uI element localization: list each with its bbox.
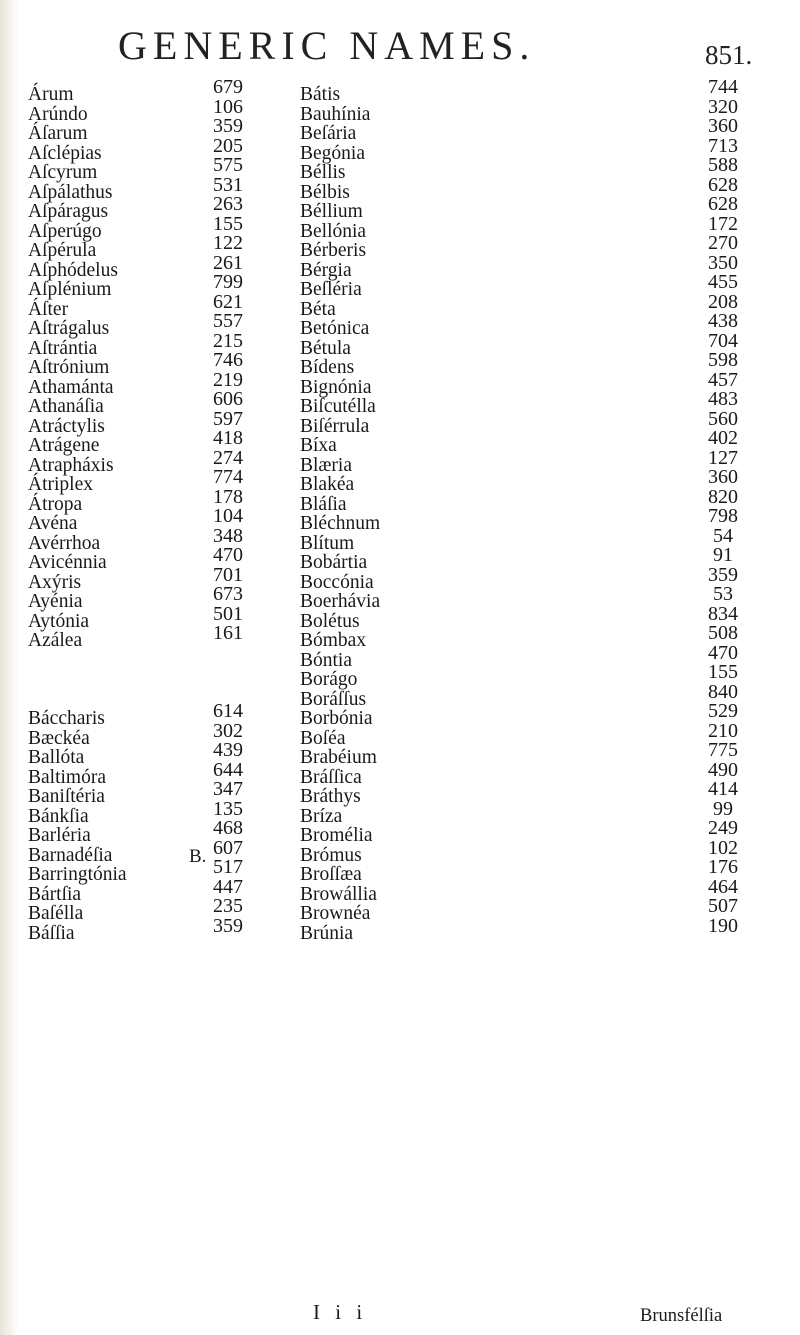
genus-name: Blakéa [300,474,355,495]
genus-name: Bráthys [300,786,361,807]
page-ref: 704 [708,329,738,352]
genus-name: Blæria [300,454,352,476]
page-ref: 621 [213,290,243,313]
genus-name: Brúnia [300,922,354,944]
page-ref: 360 [708,466,738,488]
page-ref: 161 [213,622,243,644]
right-column-pages [685,76,761,943]
page-ref: 359 [708,563,738,586]
page-ref: 54 [713,524,733,547]
genus-name: Áſarum [28,123,88,144]
genus-name: Broſſæa [300,864,362,885]
page-ref: 102 [708,836,738,859]
page-ref: 270 [708,232,738,254]
genus-name: Brabéium [300,747,377,768]
page-ref: 644 [213,758,243,781]
page-ref: 746 [213,349,243,371]
genus-name: Aſplénium [28,279,112,300]
genus-name: Bromélia [300,825,373,846]
page-ref: 628 [708,173,738,196]
genus-name: Árum [28,84,74,105]
genus-name: Barléria [28,825,91,846]
genus-name: Átropa [28,493,83,515]
page-ref: 261 [213,251,243,274]
catchword: Brunsfélſia [640,1306,723,1326]
page-ref: 172 [708,212,738,235]
genus-name: Atrágene [28,435,100,456]
genus-name: Bélbis [300,181,350,203]
page-ref: 176 [708,856,738,878]
page-ref: 210 [708,719,738,742]
genus-name: Biſérrula [300,415,370,437]
genus-name: Bobártia [300,552,368,573]
genus-name: Borágo [300,669,358,690]
page-ref: 205 [213,134,243,157]
genus-name: Áſter [28,298,69,320]
genus-name: Boerhávia [300,591,381,612]
genus-name: Barnadéſia [28,844,113,866]
genus-name: Browállia [300,883,377,905]
genus-name: Bídens [300,357,355,378]
page-ref: 455 [708,271,738,293]
genus-name: Béllis [300,162,346,183]
page-ref: 99 [713,797,733,820]
blank-line [28,670,127,690]
genus-name: Biſcutélla [300,396,376,417]
genus-name: Avéna [28,513,78,534]
genus-name: Brownéa [300,903,371,924]
genus-name: Barringtónia [28,864,127,885]
page-ref: 402 [708,427,738,449]
genus-name: Avérrhoa [28,532,101,554]
genus-name: Bauhínia [300,103,371,125]
page-ref: 834 [708,602,738,625]
genus-name: Bérberis [300,240,367,261]
genus-name: Aſpálathus [28,181,113,203]
page-number: 851. [705,40,753,70]
genus-name: Boccónia [300,571,374,593]
page-edge-shadow [0,0,18,1335]
genus-name: Bléchnum [300,513,381,534]
page-ref: 775 [708,739,738,761]
genus-name: Baſélla [28,903,84,924]
page-ref: 122 [213,232,243,254]
genus-name: Avicénnia [28,552,107,573]
blank-line [196,663,260,683]
page-ref: 774 [213,466,243,488]
printer-signature: I i i [313,1300,368,1324]
genus-name: Ayénia [28,591,83,612]
genus-name: Bátis [300,84,341,105]
genus-name: Boſéa [300,727,346,749]
page-ref: 798 [708,505,738,527]
genus-name: Atrapháxis [28,454,114,476]
genus-name: Aſtrántia [28,337,98,359]
page-ref: 350 [708,251,738,274]
genus-name: Axýris [28,571,82,593]
page-ref: 490 [708,758,738,781]
genus-name: Aſclépias [28,142,102,164]
genus-name: Aſphódelus [28,259,118,281]
page-ref: 470 [708,641,738,664]
page-ref: 820 [708,485,738,508]
page-ref: 501 [213,602,243,625]
page-ref: 320 [708,95,738,118]
genus-name: Bóntia [300,649,352,671]
page-ref: 701 [213,563,243,586]
genus-name: Bánkſia [28,805,89,827]
page-ref: 470 [213,544,243,566]
page-ref: 628 [708,193,738,215]
page-ref: 178 [213,485,243,508]
genus-name: Arúndo [28,103,88,125]
page-ref: 302 [213,719,243,742]
genus-name: Azálea [28,630,83,651]
page-ref: 799 [213,271,243,293]
genus-name: Bríza [300,805,343,827]
genus-name: Bómbax [300,630,367,651]
section-letter-b: B. [189,846,207,867]
page-ref: 106 [213,95,243,118]
page-ref: 447 [213,875,243,898]
page-ref: 91 [713,544,733,566]
genus-name: Boráſſus [300,688,367,710]
page-ref: 439 [213,739,243,761]
genus-name: Athamánta [28,376,114,398]
page-ref: 360 [708,115,738,137]
page-ref: 508 [708,622,738,644]
page-ref: 215 [213,329,243,352]
genus-name: Bíxa [300,435,337,456]
genus-name: Borbónia [300,708,373,729]
genus-name: Bétula [300,337,351,359]
right-column-names [300,85,380,943]
blank-line [196,644,260,664]
page-ref: 219 [213,368,243,391]
genus-name: Bártſia [28,883,82,905]
page-ref: 575 [213,154,243,176]
genus-name: Aytónia [28,610,90,632]
page-ref: 263 [213,193,243,215]
page-ref: 190 [708,914,738,937]
genus-name: Bellónia [300,220,367,242]
page-ref: 588 [708,154,738,176]
genus-name: Aſperúgo [28,220,102,242]
genus-name: Bérgia [300,259,352,281]
page-ref: 457 [708,368,738,391]
genus-name: Aſpérula [28,240,97,261]
page-ref: 208 [708,290,738,313]
page-ref: 127 [708,446,738,469]
genus-name: Beſária [300,123,357,144]
genus-name: Bignónia [300,376,372,398]
genus-name: Athanáſia [28,396,104,417]
genus-name: Béta [300,298,336,320]
blank-line [28,690,127,710]
page-ref: 414 [708,778,738,800]
page-ref: 359 [213,914,243,937]
page-ref: 598 [708,349,738,371]
page-ref: 347 [213,778,243,800]
page-ref: 274 [213,446,243,469]
genus-name: Aſtrágalus [28,318,110,339]
genus-name: Betónica [300,318,370,339]
page-ref: 507 [708,895,738,917]
genus-name: Átriplex [28,474,93,495]
page-ref: 840 [708,680,738,703]
page-ref: 468 [213,817,243,839]
genus-name: Báſſia [28,922,75,944]
page-ref: 713 [708,134,738,157]
page-ref: 104 [213,505,243,527]
page-ref: 359 [213,115,243,137]
page-ref: 438 [708,310,738,332]
page-ref: 560 [708,407,738,430]
page-ref: 483 [708,388,738,410]
running-title: GENERIC NAMES. [118,23,536,68]
genus-name: Baniſtéria [28,786,105,807]
page-ref: 529 [708,700,738,722]
genus-name: Baltimóra [28,766,106,788]
genus-name: Aſtrónium [28,357,110,378]
page-ref: 418 [213,427,243,449]
page-header [0,22,800,82]
genus-name: Aſcyrum [28,162,98,183]
page-ref: 607 [213,836,243,859]
genus-name: Bæckéa [28,727,90,749]
page-ref: 606 [213,388,243,410]
genus-name: Beſléria [300,279,362,300]
genus-name: Bláſia [300,493,347,515]
page-ref: 557 [213,310,243,332]
page-ref: 53 [713,583,733,605]
genus-name: Atráctylis [28,415,105,437]
page-ref: 673 [213,583,243,605]
genus-name: Báccharis [28,708,105,729]
left-column-names [28,85,127,943]
page-ref: 614 [213,700,243,722]
genus-name: Ballóta [28,747,85,768]
page-ref: 235 [213,895,243,917]
genus-name: Blítum [300,532,355,554]
genus-name: Begónia [300,142,365,164]
page-ref: 135 [213,797,243,820]
left-column-pages [196,76,260,943]
genus-name: Brómus [300,844,362,866]
page-ref: 155 [213,212,243,235]
page-ref: 744 [708,76,738,98]
page-ref: 517 [213,856,243,878]
page-ref: 464 [708,875,738,898]
blank-line [28,651,127,671]
page-ref: 249 [708,817,738,839]
page-ref: 679 [213,76,243,98]
page-ref: 348 [213,524,243,547]
genus-name: Bolétus [300,610,360,632]
genus-name: Béllium [300,201,363,222]
genus-name: Aſpáragus [28,201,109,222]
page-ref: 531 [213,173,243,196]
page-ref: 597 [213,407,243,430]
page-ref: 155 [708,661,738,683]
genus-name: Bráſſica [300,766,362,788]
